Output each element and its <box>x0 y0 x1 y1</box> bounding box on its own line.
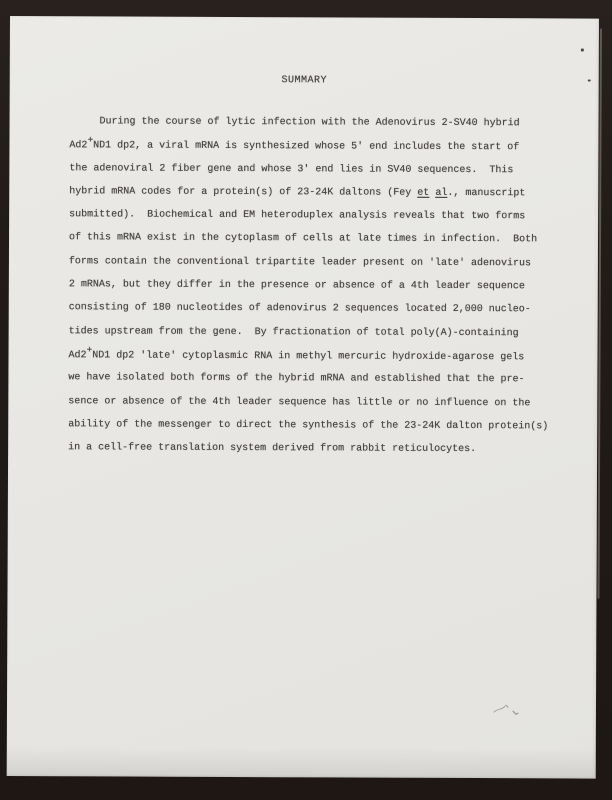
text-line: hybrid mRNA codes for a protein(s) of 23-24K daltons (Fey et al., manuscript <box>69 186 526 200</box>
text-line: ability of the messenger to direct the synthesis of the 23-24K dalton protein(s) <box>68 419 549 433</box>
text-line: the adenoviral 2 fiber gene and whose 3' end lies in SV40 sequences. This <box>69 162 514 176</box>
paper-speck <box>588 80 591 82</box>
text-line: consisting of 180 nucleotides of adenovirus 2 sequences located 2,000 nucleo- <box>68 302 531 316</box>
text-line: submitted). Biochemical and EM heteroduplex analysis reveals that two forms <box>69 209 526 223</box>
text-line: Ad2+ND1 dp2, a viral mRNA is synthesized whose 5' end includes the start of <box>69 134 520 154</box>
text-line: in a cell-free translation system derived from rabbit reticulocytes. <box>68 442 477 456</box>
paper <box>7 16 599 779</box>
pencil-mark <box>491 701 527 719</box>
document-body <box>68 110 570 462</box>
text-line: tides upstream from the gene. By fractionation of total poly(A)-containing <box>68 325 519 339</box>
text-line: forms contain the conventional tripartite leader present on 'late' adenovirus <box>68 256 532 270</box>
text-line: of this mRNA exist in the cytoplasm of cells at late times in infection. Both <box>69 232 538 246</box>
text-line: 2 mRNAs, but they differ in the presence or absence of a 4th leader sequence <box>68 279 525 293</box>
text-line: Ad2+ND1 dp2 'late' cytoplasmic RNA in methyl mercuric hydroxide-agarose gels <box>68 344 525 364</box>
paper-speck <box>581 48 584 51</box>
text-line: sence or absence of the 4th leader sequence has little or no influence on the <box>68 395 531 409</box>
text-line: we have isolated both forms of the hybrid mRNA and established that the pre- <box>68 372 525 386</box>
document-title: SUMMARY <box>281 75 327 87</box>
text-line: During the course of lytic infection with the Adenovirus 2-SV40 hybrid <box>69 116 520 130</box>
